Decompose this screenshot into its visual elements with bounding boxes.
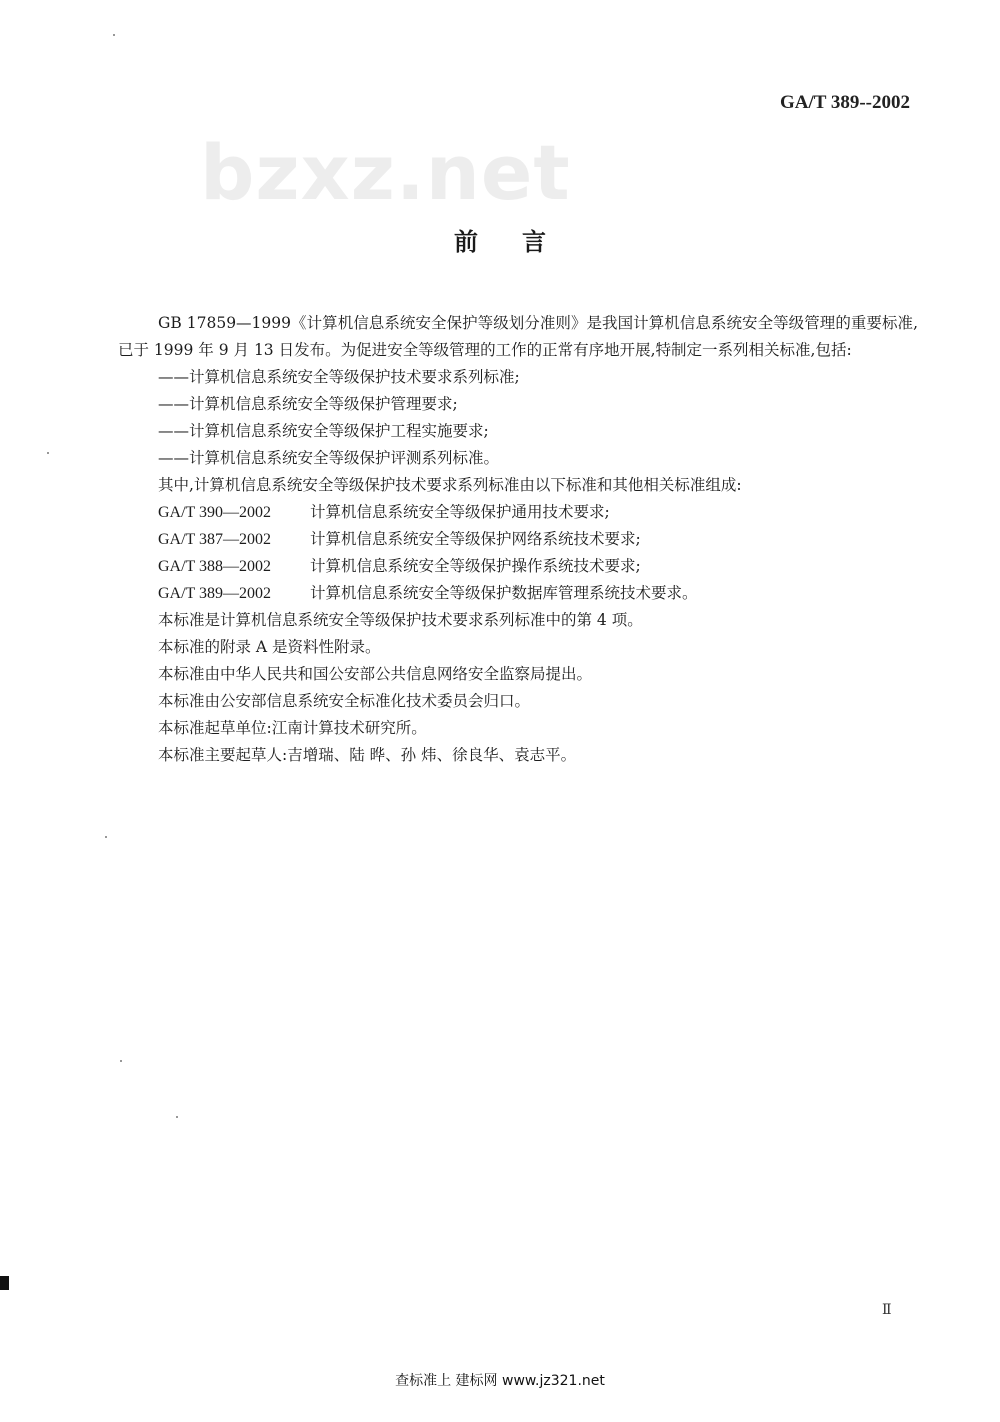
dash-item: ——计算机信息系统安全等级保护技术要求系列标准; [158,368,520,386]
scan-speck [105,836,107,838]
scan-speck [47,452,49,454]
closing-line: 本标准是计算机信息系统安全等级保护技术要求系列标准中的第 4 项。 [158,611,643,629]
closing-line: 本标准主要起草人:吉增瑞、陆 晔、孙 炜、徐良华、袁志平。 [158,746,577,764]
dash-item: ——计算机信息系统安全等级保护评测系列标准。 [158,449,500,467]
intro-paragraph: GB 17859—1999《计算机信息系统安全保护等级划分准则》是我国计算机信息系统安全等级管理的重要标准,已于 1999 年 9 月 13 日发布。为促进安全等级管理的工作的正常有序地开展,特制定一系列相关标准,包括: [118,314,918,359]
closing-line: 本标准的附录 A 是资料性附录。 [158,638,381,656]
standard-entry [118,499,918,526]
scan-edge-mark [0,1276,9,1290]
page-title: 前言 [454,228,590,256]
standard-entry-title: 计算机信息系统安全等级保护操作系统技术要求; [310,557,641,575]
dash-item: ——计算机信息系统安全等级保护管理要求; [158,395,458,413]
standard-entry [118,580,918,607]
standard-entry [118,553,918,580]
standard-entry-code: GA/T 388—2002 [158,558,272,575]
body-text [118,310,918,769]
page-number: Ⅱ [882,1303,892,1318]
dash-item: ——计算机信息系统安全等级保护工程实施要求; [158,422,489,440]
scan-speck [176,1116,178,1118]
scan-speck [120,1060,122,1062]
standard-entry-title: 计算机信息系统安全等级保护网络系统技术要求; [310,530,641,548]
footer-text: 查标准上 建标网 www.jz321.net [395,1373,605,1389]
standard-entry-title: 计算机信息系统安全等级保护数据库管理系统技术要求。 [310,584,698,602]
standard-entry-code: GA/T 387—2002 [158,531,272,548]
composition-intro: 其中,计算机信息系统安全等级保护技术要求系列标准由以下标准和其他相关标准组成: [158,476,742,494]
standard-code: GA/T 389--2002 [779,92,910,113]
standard-entry [118,526,918,553]
scan-speck [113,34,115,36]
watermark: bzxz.net [200,128,571,217]
closing-line: 本标准由公安部信息系统安全标准化技术委员会归口。 [158,692,531,710]
standard-entry-title: 计算机信息系统安全等级保护通用技术要求; [310,503,610,521]
standard-entry-code: GA/T 390—2002 [158,504,272,521]
closing-line: 本标准起草单位:江南计算技术研究所。 [158,719,427,737]
closing-line: 本标准由中华人民共和国公安部公共信息网络安全监察局提出。 [158,665,593,683]
standard-entry-code: GA/T 389—2002 [158,585,272,602]
